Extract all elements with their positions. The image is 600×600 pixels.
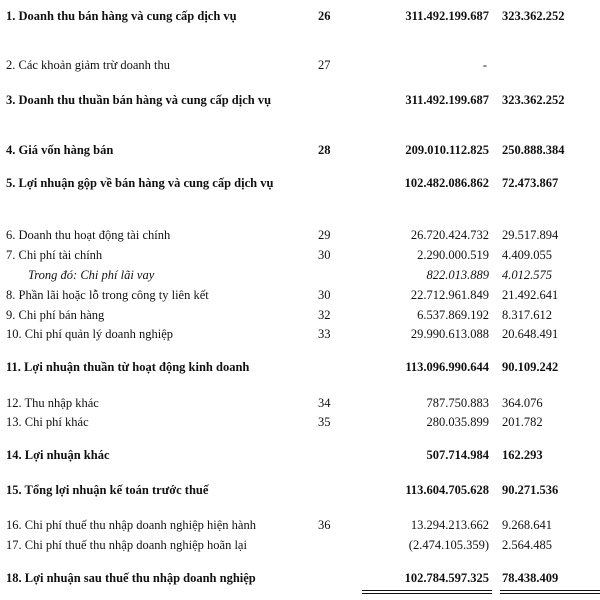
row-value-current: 22.712.961.849 — [410, 288, 489, 302]
underline-bottom-col2 — [500, 593, 600, 594]
row-value-prior: 90.271.536 — [502, 483, 559, 497]
row-value-current: 507.714.984 — [426, 448, 489, 462]
row-label: 2. Các khoản giảm trừ doanh thu — [6, 58, 171, 72]
underline-top-col1 — [362, 590, 492, 591]
row-value-current: 311.492.199.687 — [405, 9, 489, 23]
row-value-prior: 21.492.641 — [502, 288, 559, 302]
statement-row — [0, 568, 600, 588]
row-label: 11. Lợi nhuận thuần từ hoạt động kinh doanh — [6, 360, 250, 374]
row-value-current: 280.035.899 — [426, 415, 489, 429]
row-value-current: 311.492.199.687 — [405, 93, 489, 107]
row-note: 35 — [318, 415, 331, 429]
row-note: 30 — [318, 288, 331, 302]
row-value-prior: 72.473.867 — [502, 176, 559, 190]
row-label: 18. Lợi nhuận sau thuế thu nhập doanh nghiệp — [6, 571, 256, 585]
row-value-prior: 78.438.409 — [502, 571, 559, 585]
statement-row — [0, 324, 600, 344]
row-note: 30 — [318, 248, 331, 262]
row-label: 12. Thu nhập khác — [6, 396, 99, 410]
row-note: 36 — [318, 518, 331, 532]
row-value-current: - — [482, 58, 487, 72]
row-label: 15. Tổng lợi nhuận kế toán trước thuế — [6, 483, 209, 497]
row-value-prior: 20.648.491 — [502, 327, 559, 341]
statement-row — [0, 173, 600, 193]
statement-row — [0, 225, 600, 245]
statement-row — [0, 480, 600, 500]
row-value-prior: 323.362.252 — [502, 93, 565, 107]
row-label: 9. Chi phí bán hàng — [6, 308, 105, 322]
statement-row — [0, 305, 600, 325]
row-value-current: 13.294.213.662 — [410, 518, 489, 532]
row-label: 7. Chi phí tài chính — [6, 248, 103, 262]
statement-row — [0, 285, 600, 305]
statement-row — [0, 535, 600, 555]
row-value-prior: 250.888.384 — [502, 143, 565, 157]
row-value-prior: 90.109.242 — [502, 360, 559, 374]
row-value-current: 26.720.424.732 — [410, 228, 489, 242]
underline-bottom-col1 — [362, 593, 492, 594]
statement-row — [0, 245, 600, 265]
row-value-prior: 4.012.575 — [502, 268, 552, 282]
row-value-prior: 323.362.252 — [502, 9, 565, 23]
row-value-current: 822.013.889 — [426, 268, 489, 282]
row-label: 6. Doanh thu hoạt động tài chính — [6, 228, 171, 242]
row-label: 5. Lợi nhuận gộp về bán hàng và cung cấp dịch vụ — [6, 176, 274, 190]
row-value-current: 209.010.112.825 — [405, 143, 489, 157]
row-note: 27 — [318, 58, 331, 72]
row-value-current: 2.290.000.519 — [417, 248, 489, 262]
row-value-prior: 201.782 — [502, 415, 543, 429]
row-value-current: 113.604.705.628 — [405, 483, 489, 497]
row-label: 14. Lợi nhuận khác — [6, 448, 110, 462]
row-label: 4. Giá vốn hàng bán — [6, 143, 114, 157]
row-value-prior: 4.409.055 — [502, 248, 552, 262]
statement-row — [0, 515, 600, 535]
row-note: 32 — [318, 308, 331, 322]
row-label: 16. Chi phí thuế thu nhập doanh nghiệp hiện hành — [6, 518, 256, 532]
row-label: 8. Phần lãi hoặc lỗ trong công ty liên kết — [6, 288, 209, 302]
row-value-prior: 162.293 — [502, 448, 543, 462]
underline-top-col2 — [500, 590, 600, 591]
row-value-current: 113.096.990.644 — [405, 360, 489, 374]
statement-row — [0, 6, 600, 26]
row-value-prior: 9.268.641 — [502, 518, 552, 532]
row-value-current: 102.784.597.325 — [404, 571, 489, 585]
row-note: 26 — [318, 9, 331, 23]
row-label: 10. Chi phí quản lý doanh nghiệp — [6, 327, 173, 341]
statement-row — [0, 265, 600, 285]
row-label: 3. Doanh thu thuần bán hàng và cung cấp dịch vụ — [6, 93, 272, 107]
row-value-current: 29.990.613.088 — [410, 327, 489, 341]
row-note: 28 — [318, 143, 331, 157]
row-value-prior: 2.564.485 — [502, 538, 552, 552]
statement-row — [0, 55, 600, 75]
row-label: 13. Chi phí khác — [6, 415, 89, 429]
row-note: 33 — [318, 327, 331, 341]
statement-row — [0, 90, 600, 110]
row-value-current: 6.537.869.192 — [417, 308, 489, 322]
row-value-prior: 364.076 — [502, 396, 543, 410]
statement-row — [0, 140, 600, 160]
row-label: Trong đó: Chi phí lãi vay — [28, 268, 155, 282]
row-value-current: (2.474.105.359) — [408, 538, 489, 552]
row-label: 17. Chi phí thuế thu nhập doanh nghiệp hoãn lại — [6, 538, 247, 552]
statement-row — [0, 445, 600, 465]
row-note: 29 — [318, 228, 331, 242]
row-note: 34 — [318, 396, 331, 410]
statement-row — [0, 393, 600, 413]
row-value-prior: 8.317.612 — [502, 308, 552, 322]
row-value-current: 787.750.883 — [426, 396, 489, 410]
row-value-current: 102.482.086.862 — [404, 176, 489, 190]
row-label: 1. Doanh thu bán hàng và cung cấp dịch vụ — [6, 9, 237, 23]
row-value-prior: 29.517.894 — [502, 228, 559, 242]
statement-row — [0, 412, 600, 432]
statement-row — [0, 357, 600, 377]
